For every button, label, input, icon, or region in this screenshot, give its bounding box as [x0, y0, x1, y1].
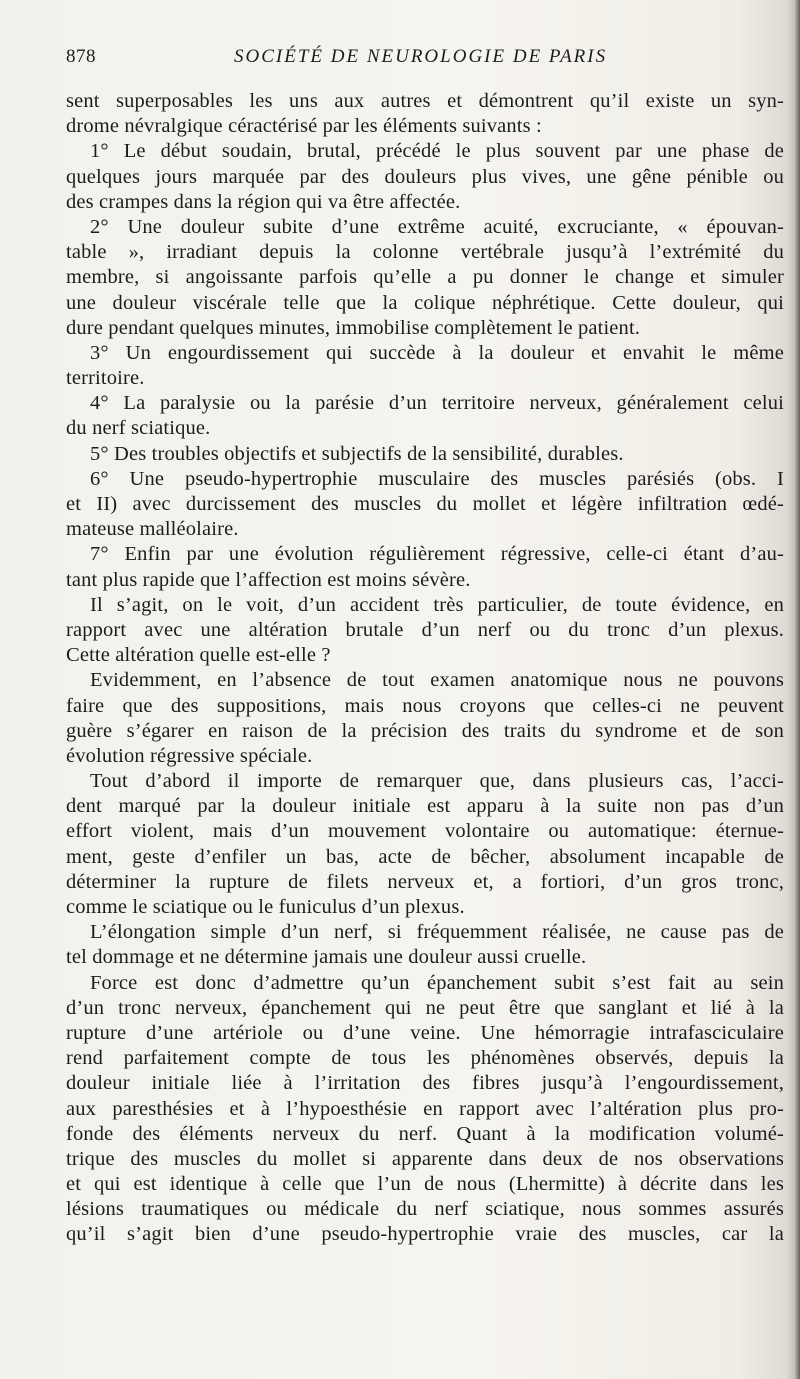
text-line: dent marqué par la douleur initiale est apparu à la suite non pas d’un: [66, 795, 784, 818]
text-line: L’élongation simple d’un nerf, si fréquemment réalisée, ne cause pas de: [90, 921, 784, 944]
text-line: mateuse malléolaire.: [66, 518, 239, 541]
text-line: sent superposables les uns aux autres et démontrent qu’il existe un syn-: [66, 90, 784, 112]
text-line: 1° Le début soudain, brutal, précédé le plus souvent par une phase de: [90, 140, 784, 163]
text-line: Evidemment, en l’absence de tout examen anatomique nous ne pouvons: [90, 669, 784, 692]
text-line: ment, geste d’enfiler un bas, acte de bêcher, absolument incapable de: [66, 845, 784, 868]
text-line: aux paresthésies et à l’hypoesthésie en rapport avec l’altération plus pro-: [66, 1097, 784, 1120]
text-line: 5° Des troubles objectifs et subjectifs de la sensibilité, durables.: [90, 442, 624, 465]
text-line: fonde des éléments nerveux du nerf. Quant à la modification volumé-: [66, 1122, 784, 1145]
text-line: effort violent, mais d’un mouvement volontaire ou automatique: éternue-: [66, 820, 784, 843]
text-line: 2° Une douleur subite d’une extrême acuité, excruciante, « épouvan-: [90, 215, 784, 238]
text-line: drome névralgique céractérisé par les éléments suivants :: [66, 115, 542, 138]
text-line: Force est donc d’admettre qu’un épanchement subit s’est fait au sein: [90, 971, 784, 994]
text-line: 7° Enfin par une évolution régulièrement régressive, celle-ci étant d’au-: [90, 543, 784, 566]
text-line: et II) avec durcissement des muscles du mollet et légère infiltration œdé-: [66, 493, 784, 515]
text-line: membre, si angoissante parfois qu’elle a pu donner le change et simuler: [66, 266, 784, 289]
text-line: 3° Un engourdissement qui succède à la douleur et envahit le même: [90, 341, 784, 364]
text-line: tant plus rapide que l’affection est moins sévère.: [66, 568, 471, 591]
text-line: rend parfaitement compte de tous les phénomènes observés, depuis la: [66, 1047, 784, 1070]
page-number: 878: [66, 46, 96, 67]
text-line: qu’il s’agit bien d’une pseudo-hypertrophie vraie des muscles, car la: [66, 1223, 784, 1246]
text-line: douleur initiale liée à l’irritation des fibres jusqu’à l’engourdissement,: [66, 1072, 784, 1095]
text-line: évolution régressive spéciale.: [66, 744, 313, 767]
text-line: guère s’égarer en raison de la précision des traits du syndrome et de son: [66, 719, 784, 742]
text-line: faire que des suppositions, mais nous croyons que celles-ci ne peuvent: [66, 694, 784, 717]
text-line: lésions traumatiques ou médicale du nerf sciatique, nous sommes assurés: [66, 1198, 784, 1221]
text-line: déterminer la rupture de filets nerveux et, a fortiori, d’un gros tronc,: [66, 870, 784, 893]
text-line: d’un tronc nerveux, épanchement qui ne peut être que sanglant et lié à la: [66, 996, 784, 1019]
text-line: Il s’agit, on le voit, d’un accident très particulier, de toute évidence, en: [90, 593, 784, 616]
text-line: 4° La paralysie ou la parésie d’un territoire nerveux, généralement celui: [90, 392, 784, 415]
page-edge-shadow: [786, 0, 800, 1379]
text-line: comme le sciatique ou le funiculus d’un plexus.: [66, 896, 465, 918]
text-line: rapport avec une altération brutale d’un nerf ou du tronc d’un plexus.: [66, 618, 784, 641]
text-line: dure pendant quelques minutes, immobilise complètement le patient.: [66, 316, 641, 339]
text-line: et qui est identique à celle que l’un de nous (Lhermitte) à décrite dans les: [66, 1173, 784, 1196]
text-line: quelques jours marquée par des douleurs plus vives, une gêne pénible ou: [66, 165, 784, 188]
page-header: [66, 46, 766, 76]
running-title: SOCIÉTÉ DE NEUROLOGIE DE PARIS: [234, 46, 608, 67]
text-line: Cette altération quelle est-elle ?: [66, 644, 331, 667]
text-line: 6° Une pseudo-hypertrophie musculaire des muscles parésiés (obs. I: [90, 467, 784, 490]
text-line: des crampes dans la région qui va être affectée.: [66, 190, 461, 213]
text-line: table », irradiant depuis la colonne vertébrale jusqu’à l’extrémité du: [66, 241, 784, 264]
body-text: [66, 89, 784, 1248]
text-line: territoire.: [66, 367, 145, 390]
text-line: rupture d’une artériole ou d’une veine. Une hémorragie intrafasciculaire: [66, 1021, 784, 1044]
text-line: une douleur viscérale telle que la colique néphrétique. Cette douleur, qui: [66, 291, 784, 314]
text-line: tel dommage et ne détermine jamais une douleur aussi cruelle.: [66, 946, 587, 969]
text-line: Tout d’abord il importe de remarquer que, dans plusieurs cas, l’acci-: [90, 770, 784, 793]
text-line: du nerf sciatique.: [66, 417, 211, 440]
text-line: trique des muscles du mollet si apparente dans deux de nos observations: [66, 1147, 784, 1170]
